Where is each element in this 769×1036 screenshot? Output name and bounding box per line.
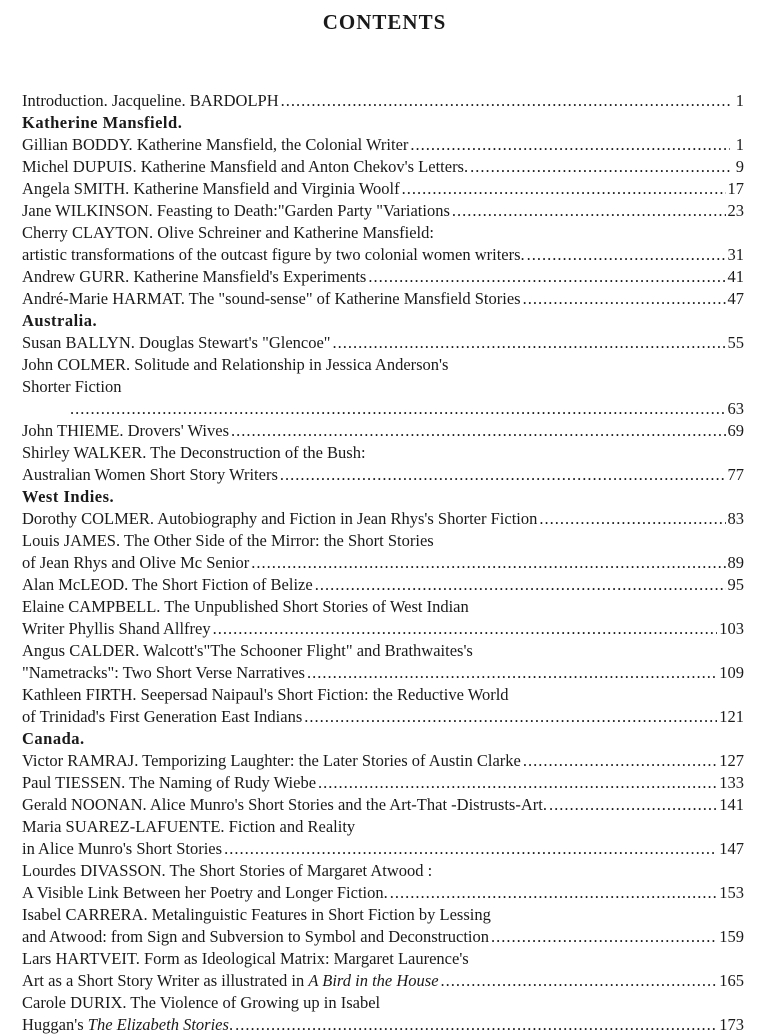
- toc-entry: [22, 178, 744, 200]
- entry-text: Australia.: [22, 311, 98, 330]
- entry-text: Introduction. Jacqueline. BARDOLPH: [22, 91, 279, 110]
- dot-leader: [390, 882, 717, 904]
- page-number: 1: [735, 135, 744, 154]
- entry-title: [22, 684, 509, 706]
- toc-entry: [22, 354, 744, 376]
- entry-title: [22, 948, 469, 970]
- entry-text: Lourdes DIVASSON. The Short Stories of Margaret Atwood :: [22, 861, 433, 880]
- toc-entry: [22, 442, 744, 464]
- entry-text: Canada.: [22, 729, 85, 748]
- section-title: [22, 486, 114, 508]
- section-heading: [22, 486, 744, 508]
- toc-entry: [22, 530, 744, 552]
- page-number: 141: [719, 795, 744, 814]
- entry-text: Cherry CLAYTON. Olive Schreiner and Katherine Mansfield:: [22, 223, 434, 242]
- entry-text: Carole DURIX. The Violence of Growing up in Isabel: [22, 993, 381, 1012]
- page-title: CONTENTS: [322, 10, 447, 34]
- entry-title: [22, 860, 432, 882]
- toc-entry: [22, 860, 744, 882]
- entry-text: "Nametracks": Two Short Verse Narratives: [22, 663, 305, 682]
- entry-title: [22, 816, 355, 838]
- page-number: 133: [719, 773, 744, 792]
- toc-entry: [22, 376, 744, 398]
- toc-entry: [22, 464, 744, 486]
- toc-entry: [22, 574, 744, 596]
- toc-entry: [22, 948, 744, 970]
- toc-entry: [22, 816, 744, 838]
- entry-title: [22, 332, 331, 354]
- section-heading: [22, 310, 744, 332]
- toc-entry: [22, 596, 744, 618]
- dot-leader: [304, 706, 717, 728]
- entry-text: Isabel CARRERA. Metalinguistic Features in Short Fiction by Lessing: [22, 905, 491, 924]
- entry-text: Dorothy COLMER. Autobiography and Fiction in Jean Rhys's Shorter Fiction: [22, 509, 538, 528]
- entry-title: [22, 596, 469, 618]
- page-number: 109: [719, 663, 744, 682]
- entry-text: Andrew GURR. Katherine Mansfield's Experiments: [22, 267, 367, 286]
- toc-entry: [22, 420, 744, 442]
- entry-title: [22, 178, 400, 200]
- toc-entry: [22, 684, 744, 706]
- entry-italic-title: A Bird in the House: [308, 971, 439, 990]
- toc-entry: [22, 288, 744, 310]
- toc-entry: [22, 926, 744, 948]
- entry-text: and Atwood: from Sign and Subversion to Symbol and Deconstruction: [22, 927, 490, 946]
- toc-entry: [22, 398, 744, 420]
- page-number: 69: [727, 421, 744, 440]
- entry-text: Huggan's: [22, 1015, 88, 1034]
- toc-entry: [22, 508, 744, 530]
- entry-text: Elaine CAMPBELL. The Unpublished Short Stories of West Indian: [22, 597, 469, 616]
- page-number: 103: [719, 619, 744, 638]
- entry-text: Michel DUPUIS. Katherine Mansfield and Anton Chekov's Letters.: [22, 157, 469, 176]
- entry-text: John COLMER. Solitude and Relationship in Jessica Anderson's: [22, 355, 449, 374]
- entry-text: Alan McLEOD. The Short Fiction of Belize: [22, 575, 313, 594]
- dot-leader: [470, 156, 730, 178]
- dot-leader: [368, 266, 725, 288]
- entry-title: [22, 838, 222, 860]
- entry-title: [22, 266, 366, 288]
- entry-text: Writer Phyllis Shand Allfrey: [22, 619, 211, 638]
- dot-leader: [491, 926, 717, 948]
- entry-title: [22, 530, 434, 552]
- page-number: 23: [727, 201, 744, 220]
- entry-text: Susan BALLYN. Douglas Stewart's "Glencoe": [22, 333, 331, 352]
- toc-entry: [22, 200, 744, 222]
- toc-entry: [22, 662, 744, 684]
- dot-leader: [410, 134, 730, 156]
- section-title: [22, 310, 97, 332]
- entry-title: [22, 772, 316, 794]
- entry-italic-title: The Elizabeth Stories: [87, 1015, 229, 1034]
- toc-entry: [22, 992, 744, 1014]
- entry-title: [22, 992, 380, 1014]
- dot-leader: [523, 750, 717, 772]
- entry-text: Paul TIESSEN. The Naming of Rudy Wiebe: [22, 773, 317, 792]
- dot-leader: [280, 464, 726, 486]
- dot-leader: [235, 1014, 717, 1036]
- entry-text: Katherine Mansfield.: [22, 113, 183, 132]
- section-title: [22, 112, 182, 134]
- entry-title: [22, 90, 279, 112]
- toc-entry: [22, 772, 744, 794]
- entry-title: [22, 156, 468, 178]
- entry-text: Kathleen FIRTH. Seepersad Naipaul's Short Fiction: the Reductive World: [22, 685, 509, 704]
- entry-title: [22, 750, 521, 772]
- entry-title: [22, 464, 278, 486]
- dot-leader: [333, 332, 726, 354]
- dot-leader: [441, 970, 718, 992]
- toc-entry: [22, 970, 744, 992]
- toc-entry: [22, 244, 744, 266]
- entry-title: [22, 244, 525, 266]
- entry-text-after: .: [228, 1015, 234, 1034]
- entry-text: Angela SMITH. Katherine Mansfield and Virginia Woolf: [22, 179, 400, 198]
- dot-leader: [231, 420, 725, 442]
- dot-leader: [523, 288, 726, 310]
- page-number: 31: [727, 245, 744, 264]
- toc-entry: [22, 332, 744, 354]
- dot-leader: [251, 552, 725, 574]
- page-number: 9: [735, 157, 744, 176]
- section-heading: [22, 112, 744, 134]
- entry-text: Gillian BODDY. Katherine Mansfield, the Colonial Writer: [22, 135, 409, 154]
- dot-leader: [549, 794, 717, 816]
- toc-entry: [22, 1014, 744, 1036]
- page-number: 17: [727, 179, 744, 198]
- entry-title: [22, 134, 408, 156]
- entry-text: Art as a Short Story Writer as illustrated in: [22, 971, 309, 990]
- toc-entry: [22, 134, 744, 156]
- dot-leader: [539, 508, 725, 530]
- toc-entry: [22, 266, 744, 288]
- toc-entry: [22, 706, 744, 728]
- page-number: 89: [727, 553, 744, 572]
- entry-text: Shirley WALKER. The Deconstruction of the Bush:: [22, 443, 366, 462]
- toc-entry: [22, 156, 744, 178]
- page-number: 1: [735, 91, 744, 110]
- entry-text: Gerald NOONAN. Alice Munro's Short Stories and the Art-That -Distrusts-Art.: [22, 795, 547, 814]
- page-number: 165: [719, 971, 744, 990]
- entry-title: [22, 222, 434, 244]
- entry-text: John THIEME. Drovers' Wives: [22, 421, 230, 440]
- entry-title: [22, 662, 305, 684]
- page-number: 83: [727, 509, 744, 528]
- toc-entry: [22, 90, 744, 112]
- entry-title: [22, 640, 473, 662]
- entry-title: [22, 1014, 233, 1036]
- entry-title: [22, 376, 121, 398]
- dot-leader: [213, 618, 718, 640]
- entry-title: [22, 706, 302, 728]
- toc-entry: [22, 838, 744, 860]
- entry-text: of Trinidad's First Generation East Indians: [22, 707, 303, 726]
- dot-leader: [281, 90, 730, 112]
- entry-title: [22, 618, 211, 640]
- toc-entry: [22, 750, 744, 772]
- entry-title: [22, 794, 547, 816]
- dot-leader: [402, 178, 726, 200]
- entry-text: artistic transformations of the outcast figure by two colonial women writers.: [22, 245, 525, 264]
- entry-text: West Indies.: [22, 487, 115, 506]
- entry-title: [22, 904, 491, 926]
- toc-entry: [22, 882, 744, 904]
- page-number: 41: [727, 267, 744, 286]
- entry-title: [22, 882, 388, 904]
- dot-leader: [527, 244, 726, 266]
- entry-title: [22, 442, 366, 464]
- entry-text: Lars HARTVEIT. Form as Ideological Matrix: Margaret Laurence's: [22, 949, 469, 968]
- entry-text: Australian Women Short Story Writers: [22, 465, 278, 484]
- toc-entry: [22, 552, 744, 574]
- entry-text: Shorter Fiction: [22, 377, 122, 396]
- page-number: 121: [719, 707, 744, 726]
- page-number: 55: [727, 333, 744, 352]
- entry-title: [22, 926, 489, 948]
- entry-title: [22, 420, 229, 442]
- table-of-contents: [22, 90, 744, 1036]
- entry-text: Maria SUAREZ-LAFUENTE. Fiction and Reality: [22, 817, 356, 836]
- entry-text: Victor RAMRAJ. Temporizing Laughter: the Later Stories of Austin Clarke: [22, 751, 521, 770]
- entry-title: [22, 354, 448, 376]
- dot-leader: [315, 574, 726, 596]
- page-number: 127: [719, 751, 744, 770]
- dot-leader: [307, 662, 717, 684]
- entry-text: Louis JAMES. The Other Side of the Mirror: the Short Stories: [22, 531, 434, 550]
- page-number: 153: [719, 883, 744, 902]
- section-title: [22, 728, 85, 750]
- page-number: 63: [727, 399, 744, 418]
- entry-text: Angus CALDER. Walcott's"The Schooner Flight" and Brathwaites's: [22, 641, 473, 660]
- entry-title: [22, 508, 537, 530]
- page-number: 95: [727, 575, 744, 594]
- entry-text: André-Marie HARMAT. The "sound-sense" of Katherine Mansfield Stories: [22, 289, 521, 308]
- dot-leader: [318, 772, 717, 794]
- page-number: 47: [727, 289, 744, 308]
- dot-leader: [452, 200, 726, 222]
- toc-entry: [22, 222, 744, 244]
- page-number: 173: [719, 1015, 744, 1034]
- entry-text: of Jean Rhys and Olive Mc Senior: [22, 553, 250, 572]
- toc-entry: [22, 904, 744, 926]
- entry-title: [22, 970, 439, 992]
- entry-title: [22, 288, 521, 310]
- toc-entry: [22, 794, 744, 816]
- page-number: 147: [719, 839, 744, 858]
- entry-title: [22, 552, 249, 574]
- entry-text: in Alice Munro's Short Stories: [22, 839, 223, 858]
- entry-text: Jane WILKINSON. Feasting to Death:"Garden Party "Variations: [22, 201, 450, 220]
- section-heading: [22, 728, 744, 750]
- dot-leader: [70, 398, 726, 420]
- toc-entry: [22, 640, 744, 662]
- toc-entry: [22, 618, 744, 640]
- page-number: 77: [727, 465, 744, 484]
- entry-text: A Visible Link Between her Poetry and Longer Fiction.: [22, 883, 388, 902]
- entry-title: [22, 200, 450, 222]
- entry-title: [22, 574, 313, 596]
- page-number: 159: [719, 927, 744, 946]
- dot-leader: [224, 838, 717, 860]
